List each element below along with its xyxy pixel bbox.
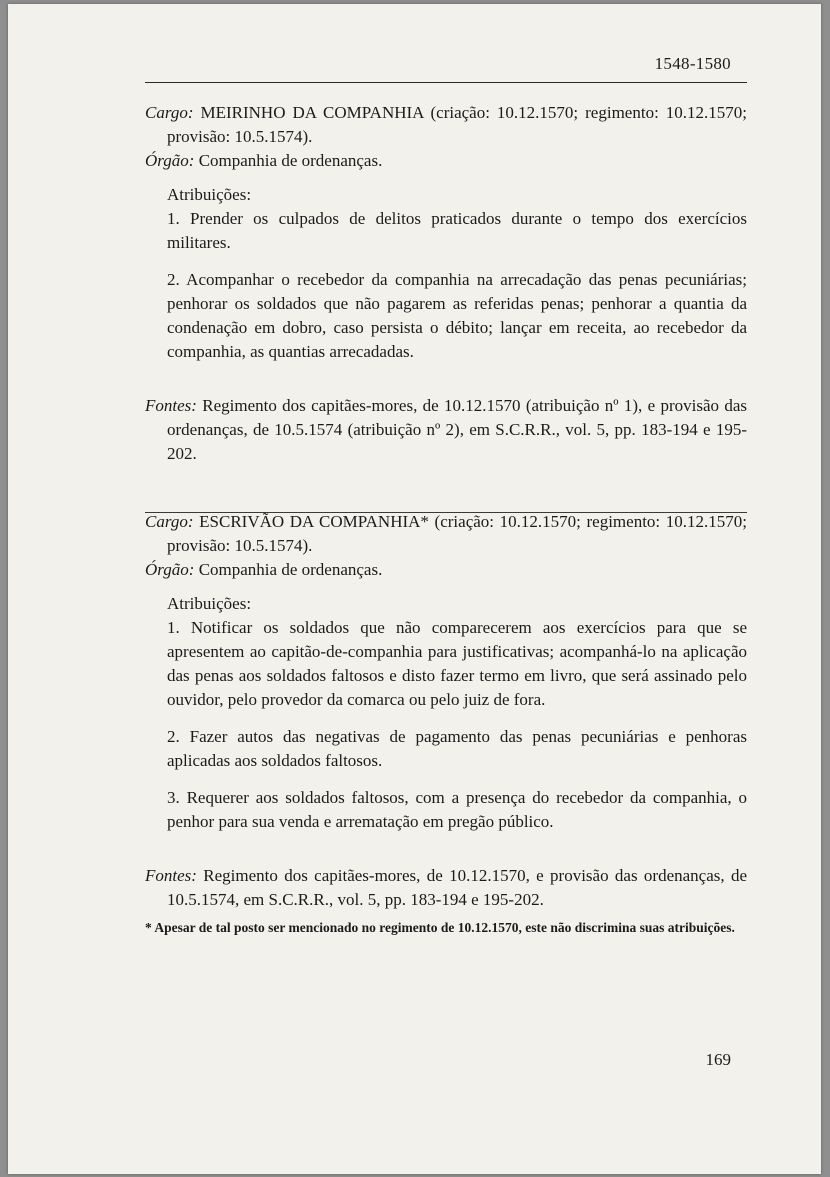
- fontes-entry-1: [145, 394, 747, 466]
- fontes-text: Regimento dos capitães-mores, de 10.12.1570 (atribuição nº 1), e provisão das ordenanças, de 10.5.1574 (atribuição nº 2), em S.C.R.R., vol. 5, pp. 183-194 e 195-202.: [167, 396, 747, 463]
- orgao-entry-1: [145, 149, 747, 173]
- atribuicoes-heading: Atribuições:: [167, 185, 252, 204]
- atribuicao-item: 3. Requerer aos soldados faltosos, com a presença do recebedor da companhia, o penhor para sua venda e arrematação em pregão público.: [167, 788, 747, 831]
- orgao-text: Companhia de ordenanças.: [198, 151, 383, 170]
- document-page: [8, 4, 821, 1174]
- page-number: 169: [705, 1050, 731, 1069]
- atribuicao-item: 2. Acompanhar o recebedor da companhia na arrecadação das penas pecuniárias; penhorar os soldados que não pagarem as referidas penas; penhorar a quantia da condenação em dobro, caso persista o débito; lançar em receita, ao recebedor da companhia, as quantias arrecadadas.: [167, 270, 747, 361]
- atribuicao-item: 1. Notificar os soldados que não comparecerem aos exercícios para que se apresentem ao capitão-de-companhia para justificativas; acompanhá-lo na aplicação das penas aos soldados faltosos e disto fazer termo em livro, que será assinado pelo ouvidor, pelo provedor da comarca ou pelo juiz de fora.: [167, 618, 747, 709]
- cargo-label: Cargo:: [145, 512, 194, 531]
- atribuicao-item: 2. Fazer autos das negativas de pagamento das penas pecuniárias e penhoras aplicadas aos soldados faltosos.: [167, 727, 747, 770]
- atribuicoes-heading: Atribuições:: [167, 594, 252, 613]
- footnote: * Apesar de tal posto ser mencionado no regimento de 10.12.1570, este não discrimina suas atribuições.: [145, 920, 735, 935]
- orgao-label: Órgão:: [145, 151, 195, 170]
- orgao-label: Órgão:: [145, 560, 195, 579]
- atribuicao-item: 1. Prender os culpados de delitos praticados durante o tempo dos exercícios militares.: [167, 209, 747, 252]
- fontes-label: Fontes:: [145, 866, 197, 885]
- section-rule: [145, 512, 747, 513]
- page-content: [145, 101, 747, 938]
- cargo-text: MEIRINHO DA COMPANHIA (criação: 10.12.1570; regimento: 10.12.1570; provisão: 10.5.1574).: [167, 103, 747, 146]
- cargo-entry-1: [145, 101, 747, 149]
- cargo-label: Cargo:: [145, 103, 194, 122]
- cargo-entry-2: [145, 510, 747, 558]
- fontes-label: Fontes:: [145, 396, 197, 415]
- running-head: 1548-1580: [654, 54, 731, 73]
- header-rule: [145, 82, 747, 83]
- orgao-entry-2: [145, 558, 747, 582]
- cargo-text: ESCRIVÃO DA COMPANHIA* (criação: 10.12.1570; regimento: 10.12.1570; provisão: 10.5.1574).: [167, 512, 748, 555]
- fontes-text: Regimento dos capitães-mores, de 10.12.1570, e provisão das ordenanças, de 10.5.1574, em S.C.R.R., vol. 5, pp. 183-194 e 195-202.: [167, 866, 748, 909]
- orgao-text: Companhia de ordenanças.: [198, 560, 383, 579]
- fontes-entry-2: [145, 864, 747, 912]
